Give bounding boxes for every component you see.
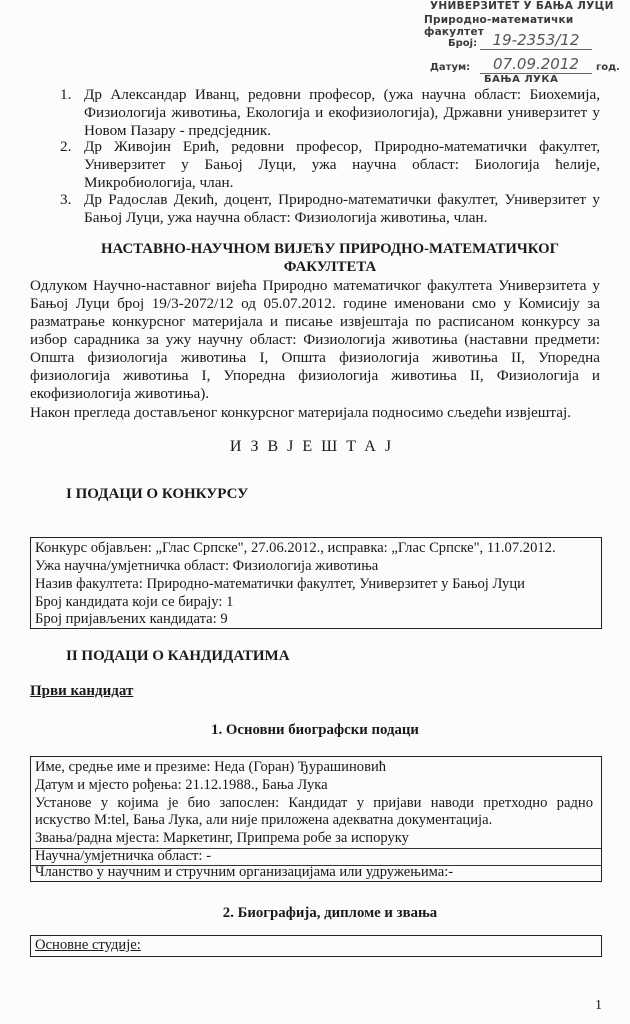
bio-row-employment: искуство M:tel, Бања Лука, али није приложена адекватна документација. (35, 812, 493, 828)
committee-item-number: 1. (60, 86, 72, 103)
contest-info-row: Назив факултета: Природно-математички факултет, Универзитет у Бањој Луци (35, 576, 525, 592)
intro-line: разматрање конкурсног материјала и писање извјештаја по расписаном конкурсу за (30, 313, 600, 330)
contest-info-box (30, 537, 602, 629)
stamp-number-label: Број: (448, 38, 478, 49)
subsection-biography: 2. Биографија, дипломе и звања (222, 905, 438, 921)
committee-member-line: Др Александар Иванц, редовни професор, (ужа научна област: Биохемија, (84, 86, 600, 103)
bio-row-employment: Установе у којима је био запослен: Кандидат у пријави наводи претходно радно (35, 795, 593, 811)
studies-label: Основне студије: (35, 937, 141, 953)
stamp-faculty: Природно-математички факултет (424, 14, 574, 38)
bio-row: Датум и мјесто рођења: 21.12.1988., Бања Лука (35, 777, 328, 793)
candidate-label: Први кандидат (30, 683, 134, 699)
committee-member-line: Универзитет у Бањој Луци, ужа научна област: Биологија ћелије, (84, 156, 600, 173)
committee-member-line: Микробиологија, члан. (84, 174, 234, 191)
committee-member-line: Бањој Луци, ужа научна област: Физиологија животиња, члан. (84, 209, 488, 226)
addressee-heading: НАСТАВНО-НАУЧНОМ ВИЈЕЋУ ПРИРОДНО-МАТЕМАТИЧКОГ (101, 241, 559, 257)
intro-line: физиологија животиња I, Упоредна физиологија животиња II, Физиологија и (30, 367, 600, 384)
intro-line: Општа физиологија животиња I, Општа физиологија животиња II, Упоредна (30, 349, 600, 366)
bio-row: Научна/умјетничка област: - (35, 848, 211, 864)
bio-row: Име, средње име и презиме: Неда (Горан) Ђурашиновић (35, 759, 387, 775)
studies-box (30, 935, 602, 957)
intro-line: Бањој Луци број 19/3-2072/12 од 05.07.2012. године именовани смо у Комисију за (30, 295, 600, 312)
stamp-number-value: 19-2353/12 (480, 31, 592, 50)
committee-item-number: 2. (60, 138, 72, 155)
page-number: 1 (595, 998, 602, 1013)
committee-member-line: Др Радослав Декић, доцент, Природно-математички факултет, Универзитет у (84, 191, 600, 208)
bio-row: Чланство у научним и стручним организацијама или удружењима:- (35, 864, 454, 880)
committee-member-line: Новом Пазару - предсједник. (84, 122, 272, 139)
contest-info-row: Конкурс објављен: „Глас Српске", 27.06.2012., исправка: „Глас Српске", 11.07.2012. (35, 540, 556, 556)
intro-line: избор сарадника за ужу научну област: Физиологија животиња (наставни предмети: (30, 331, 600, 348)
stamp-year-label: год. (596, 62, 620, 73)
stamp-date-value: 07.09.2012 (480, 55, 592, 74)
committee-item-number: 3. (60, 191, 72, 208)
intro-line: екофизиологија животиња). (30, 385, 210, 402)
stamp-city: БАЊА ЛУКА (484, 74, 559, 85)
contest-info-row: Ужа научна/умјетничка област: Физиологија животиња (35, 558, 379, 574)
contest-info-row: Број пријављених кандидата: 9 (35, 611, 228, 627)
bio-row: Звања/радна мјеста: Маркетинг, Припрема робе за испоруку (35, 830, 409, 846)
report-title: ИЗВЈЕШТАЈ (229, 438, 401, 455)
intro-line: Одлуком Научно-наставног вијећа Природно математичког факултета Универзитета у (30, 277, 600, 294)
subsection-basic-bio: 1. Основни биографски подаци (211, 722, 419, 738)
section-1-title: I ПОДАЦИ О КОНКУРСУ (66, 486, 249, 502)
registry-stamp (404, 0, 624, 86)
intro-closing-line: Након прегледа достављеног конкурсног материјала подносимо сљедећи извјештај. (30, 404, 572, 421)
section-2-title: II ПОДАЦИ О КАНДИДАТИМА (66, 648, 290, 664)
stamp-university: УНИВЕРЗИТЕТ У БАЊА ЛУЦИ (430, 0, 614, 12)
stamp-date-label: Датум: (430, 62, 471, 73)
addressee-heading-cont: ФАКУЛТЕТА (283, 259, 377, 275)
committee-member-line: Др Живојин Ерић, редовни професор, Природно-математички факултет, (84, 138, 600, 155)
candidate-bio-box (30, 756, 602, 882)
committee-member-line: Физиологија животиња, Екологија и екофизиологија), Државни универзитет у (84, 104, 600, 121)
contest-info-row: Број кандидата који се бирају: 1 (35, 594, 234, 610)
